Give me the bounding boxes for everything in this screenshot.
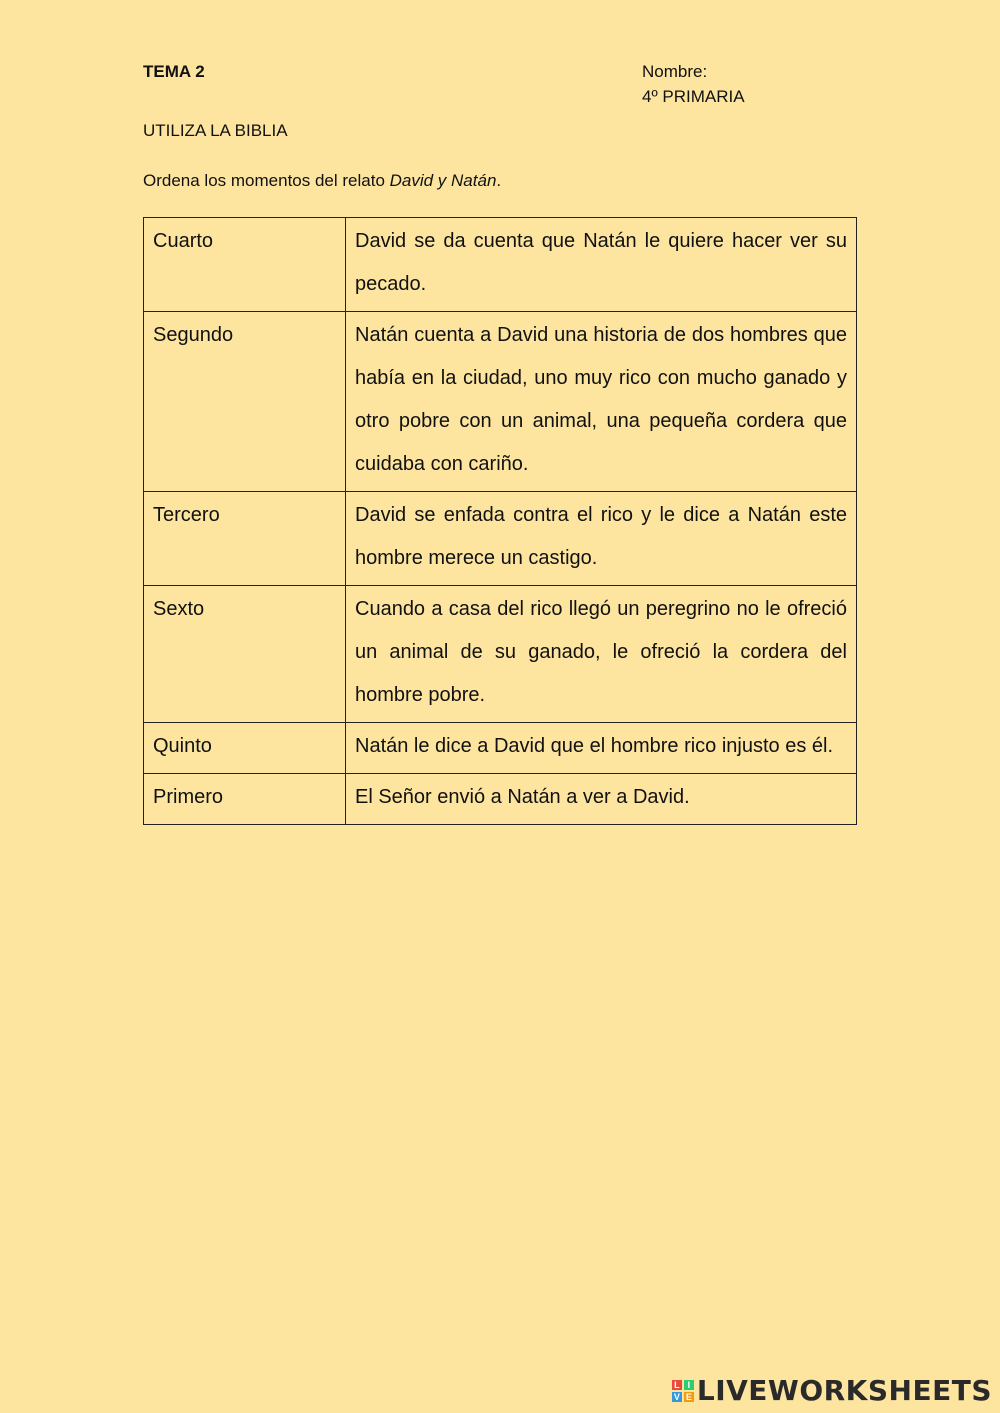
order-answer[interactable]: Quinto (144, 723, 346, 774)
order-answer[interactable]: Cuarto (144, 218, 346, 312)
event-text: Cuando a casa del rico llegó un peregrino no le ofreció un animal de su ganado, le ofreció la cordera del hombre pobre. (346, 586, 857, 723)
name-label: Nombre: (642, 62, 708, 81)
table-row (144, 586, 857, 723)
table-row (144, 774, 857, 825)
instruction-prefix: Ordena los momentos del relato (143, 171, 390, 190)
event-text: David se enfada contra el rico y le dice a Natán este hombre merece un castigo. (346, 492, 857, 586)
event-text: Natán le dice a David que el hombre rico injusto es él. (346, 723, 857, 774)
logo-mark-icon: L I V E (673, 1379, 692, 1402)
order-answer[interactable]: Sexto (144, 586, 346, 723)
table-row (144, 312, 857, 492)
topic-title: TEMA 2 (143, 62, 205, 81)
bible-instruction: UTILIZA LA BIBLIA (143, 121, 288, 140)
table-row (144, 492, 857, 586)
event-text: Natán cuenta a David una historia de dos hombres que había en la ciudad, uno muy rico con mucho ganado y otro pobre con un animal, una pequeña cordera que cuidaba con cariño. (346, 312, 857, 492)
logo-text: LIVEWORKSHEETS (696, 1374, 992, 1407)
event-text: David se da cuenta que Natán le quiere hacer ver su pecado. (346, 218, 857, 312)
ordering-table (143, 217, 857, 825)
grade-label: 4º PRIMARIA (642, 87, 745, 106)
table-row (144, 723, 857, 774)
table-row (144, 218, 857, 312)
exercise-instruction (143, 171, 501, 191)
order-answer[interactable]: Tercero (144, 492, 346, 586)
instruction-suffix: . (496, 171, 502, 190)
story-title: David y Natán (389, 171, 497, 190)
order-answer[interactable]: Primero (144, 774, 346, 825)
order-answer[interactable]: Segundo (144, 312, 346, 492)
event-text: El Señor envió a Natán a ver a David. (346, 774, 857, 825)
liveworksheets-logo (672, 1374, 992, 1407)
